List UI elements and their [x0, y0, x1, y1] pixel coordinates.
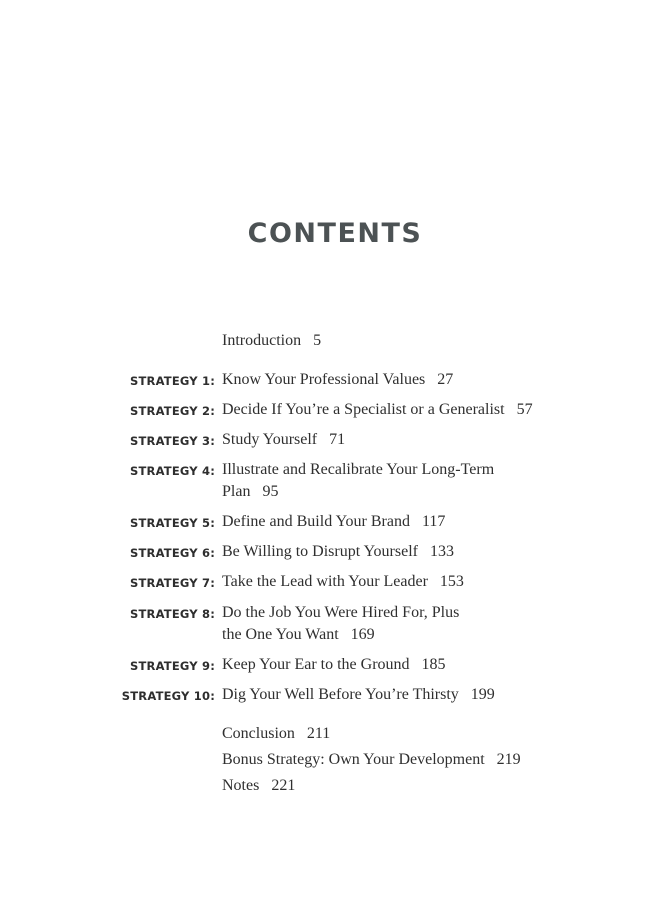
- toc-entry-title: Introduction: [222, 332, 302, 349]
- toc-entry-title: Be Willing to Disrupt Yourself: [222, 543, 418, 560]
- strategy-label: STRATEGY 7:: [129, 576, 215, 590]
- toc-entry-title: Study Yourself: [222, 431, 318, 448]
- strategy-label: STRATEGY 9:: [129, 659, 215, 673]
- toc-entry-text: [222, 399, 562, 421]
- toc-page-number: 199: [470, 686, 495, 703]
- toc-entry-title: Illustrate and Recalibrate Your Long-Term Plan: [222, 461, 495, 500]
- toc-entry-title: Do the Job You Were Hired For, Plus the One You Want: [222, 604, 460, 643]
- toc-entry-text: [222, 602, 482, 646]
- toc-page-number: 219: [496, 751, 521, 768]
- toc-entry-text: [222, 654, 552, 676]
- toc-page-number: 133: [429, 543, 454, 560]
- toc-page-number: 221: [271, 777, 296, 794]
- strategy-label: STRATEGY 5:: [129, 516, 215, 530]
- strategy-label: STRATEGY 10:: [121, 689, 215, 703]
- toc-page-number: 5: [313, 332, 322, 349]
- toc-entry-title: Know Your Professional Values: [222, 371, 426, 388]
- toc-page-number: 71: [329, 431, 346, 448]
- toc-entry-title: Bonus Strategy: Own Your Development: [222, 751, 485, 768]
- toc-entry-title: Take the Lead with Your Leader: [222, 573, 428, 590]
- toc-entry-text: [222, 330, 552, 352]
- toc-page-number: 95: [262, 483, 279, 500]
- strategy-label: STRATEGY 1:: [129, 374, 215, 388]
- toc-entry-title: Define and Build Your Brand: [222, 513, 410, 530]
- toc-entry-text: [222, 571, 552, 593]
- page-title: CONTENTS: [247, 218, 423, 249]
- toc-page-number: 153: [439, 573, 464, 590]
- toc-entry-text: [222, 684, 552, 706]
- toc-page-number: 57: [516, 401, 533, 418]
- toc-entry-text: [222, 775, 552, 797]
- strategy-label: STRATEGY 2:: [129, 404, 215, 418]
- toc-entry-text: [222, 429, 552, 451]
- toc-entry-title: Dig Your Well Before You’re Thirsty: [222, 686, 459, 703]
- toc-entry-title: Decide If You’re a Specialist or a Generalist: [222, 401, 505, 418]
- strategy-label: STRATEGY 4:: [129, 464, 215, 478]
- toc-page-number: 185: [421, 656, 446, 673]
- toc-entry-title: Notes: [222, 777, 260, 794]
- strategy-label: STRATEGY 3:: [129, 434, 215, 448]
- toc-page-number: 117: [421, 513, 446, 530]
- toc-page-number: 169: [350, 626, 375, 643]
- toc-page-number: 27: [437, 371, 454, 388]
- toc-entry-text: [222, 749, 562, 771]
- toc-entry-text: [222, 541, 552, 563]
- toc-entry-text: [222, 511, 552, 533]
- toc-entry-text: [222, 369, 552, 391]
- toc-entry-title: Keep Your Ear to the Ground: [222, 656, 410, 673]
- strategy-label: STRATEGY 8:: [129, 607, 215, 621]
- toc-entry-text: [222, 459, 522, 503]
- toc-entry-title: Conclusion: [222, 725, 295, 742]
- strategy-label: STRATEGY 6:: [129, 546, 215, 560]
- toc-page-number: 211: [306, 725, 331, 742]
- toc-entry-text: [222, 723, 552, 745]
